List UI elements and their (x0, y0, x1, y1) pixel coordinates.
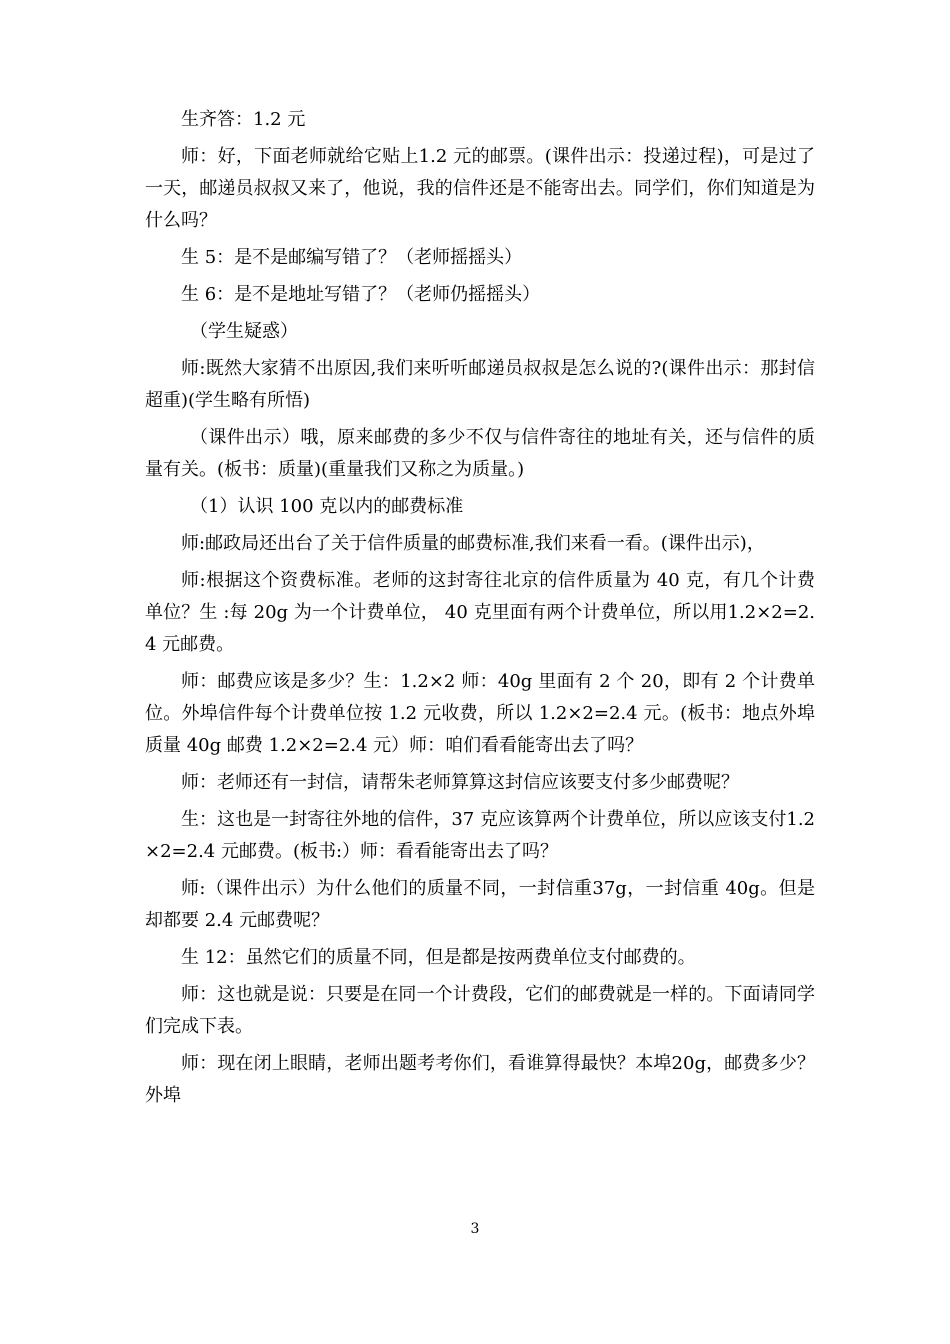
paragraph-13: 生：这也是一封寄往外地的信件，37 克应该算两个计费单位，所以应该支付1.2×2=2.4 元邮费。(板书:）师：看看能寄出去了吗？ (145, 809, 815, 862)
paragraph-10: 师:根据这个资费标准。老师的这封寄往北京的信件质量为 40 克，有几个计费单位？生 :每 20g 为一个计费单位， 40 克里面有两个计费单位，所以用1.2×2=2.4 元邮费。 (145, 570, 815, 655)
paragraph-15: 生 12：虽然它们的质量不同，但是都是按两费单位支付邮费的。 (181, 947, 696, 968)
paragraph-6: 师:既然大家猜不出原因,我们来听听邮递员叔叔是怎么说的?(课件出示：那封信超重)(学生略有所悟) (145, 358, 815, 411)
paragraph-5: （学生疑惑） (190, 321, 298, 342)
paragraph-2: 师：好，下面老师就给它贴上1.2 元的邮票。(课件出示：投递过程)，可是过了一天，邮递员叔叔又来了，他说，我的信件还是不能寄出去。同学们，你们知道是为什么吗？ (145, 146, 815, 231)
paragraph-16: 师：这也就是说：只要是在同一个计费段，它们的邮费就是一样的。下面请同学们完成下表。 (145, 984, 815, 1037)
paragraph-11: 师：邮费应该是多少？生：1.2×2 师：40g 里面有 2 个 20，即有 2 个计费单位。外埠信件每个计费单位按 1.2 元收费，所以 1.2×2=2.4 元。(板书：地点外埠质量 40g 邮费 1.2×2=2.4 元）师：咱们看看能寄出去了吗？ (145, 671, 815, 756)
paragraph-3: 生 5：是不是邮编写错了？（老师摇摇头） (181, 247, 523, 268)
document-body (145, 104, 815, 1117)
page-number: 3 (470, 1221, 480, 1237)
paragraph-7: （课件出示）哦，原来邮费的多少不仅与信件寄往的地址有关，还与信件的质量有关。(板书：质量)(重量我们又称之为质量。) (145, 427, 815, 480)
paragraph-9: 师:邮政局还出台了关于信件质量的邮费标准,我们来看一看。(课件出示)， (181, 533, 765, 554)
paragraph-4: 生 6：是不是地址写错了？（老师仍摇摇头） (181, 284, 541, 305)
paragraph-8: （1）认识 100 克以内的邮费标准 (190, 496, 464, 517)
paragraph-12: 师：老师还有一封信，请帮朱老师算算这封信应该要支付多少邮费呢？ (181, 772, 739, 793)
paragraph-17: 师：现在闭上眼睛，老师出题考考你们，看谁算得最快？本埠20g，邮费多少？外埠 (145, 1053, 815, 1106)
paragraph-14: 师:（课件出示）为什么他们的质量不同，一封信重37g，一封信重 40g。但是却都要 2.4 元邮费呢？ (145, 878, 815, 931)
paragraph-1: 生齐答：1.2 元 (181, 109, 306, 130)
